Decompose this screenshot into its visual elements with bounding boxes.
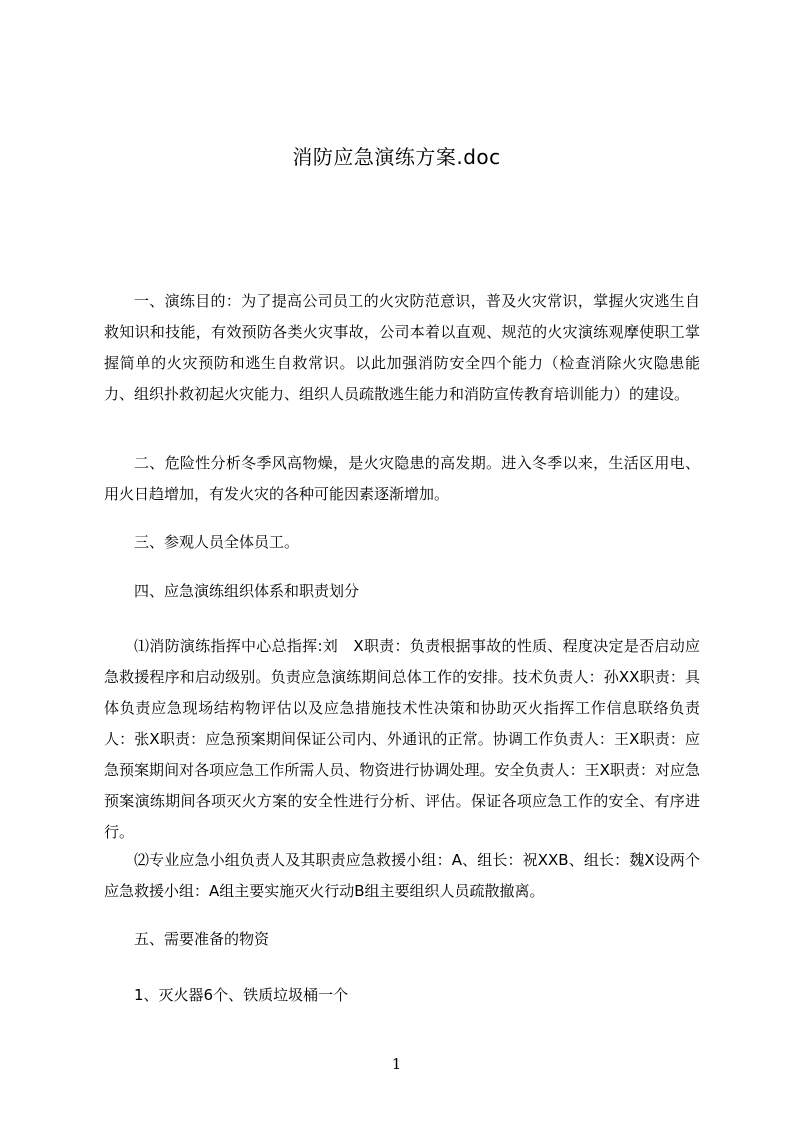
document-title: 消防应急演练方案.doc xyxy=(292,145,501,169)
paragraph-materials-item: 1、灭火器6个、铁质垃圾桶一个 xyxy=(134,986,349,1004)
paragraph-materials-heading: 五、需要准备的物资 xyxy=(134,930,270,948)
paragraph-rescue-teams: ⑵专业应急小组负责人及其职责应急救援小组：A、组长：祝XXB、组长：魏X设两个应急救援小组：A组主要实施灭火行动B组主要组织人员疏散撤离。 xyxy=(104,851,700,900)
paragraph-participants: 三、参观人员全体员工。 xyxy=(134,533,300,551)
paragraph-organization-heading: 四、应急演练组织体系和职责划分 xyxy=(134,582,360,600)
paragraph-drill-purpose: 一、演练目的：为了提高公司员工的火灾防范意识，普及火灾常识，掌握火灾逃生自救知识和技能，有效预防各类火灾事故，公司本着以直观、规范的火灾演练观摩使职工掌握简单的火灾预防和逃生自救常识。以此加强消防安全四个能力（检查消除火灾隐患能力、组织扑救初起火灾能力、组织人员疏散逃生能力和消防宣传教育培训能力）的建设。 xyxy=(104,292,700,403)
page-number: 1 xyxy=(391,1055,402,1073)
paragraph-risk-analysis: 二、危险性分析冬季风高物燥，是火灾隐患的高发期。进入冬季以来，生活区用电、用火日趋增加，有发火灾的各种可能因素逐渐增加。 xyxy=(104,454,700,503)
paragraph-command-center: ⑴消防演练指挥中心总指挥:刘 X职责：负责根据事故的性质、程度决定是否启动应急救援程序和启动级别。负责应急演练期间总体工作的安排。技术负责人：孙XX职责：具体负责应急现场结构物评估以及应急措施技术性决策和协助灭火指挥工作信息联络负责人：张X职责：应急预案期间保证公司内、外通讯的正常。协调工作负责人：王X职责：应急预案期间对各项应急工作所需人员、物资进行协调处理。安全负责人：王X职责：对应急预案演练期间各项灭火方案的安全性进行分析、评估。保证各项应急工作的安全、有序进行。 xyxy=(104,637,700,841)
